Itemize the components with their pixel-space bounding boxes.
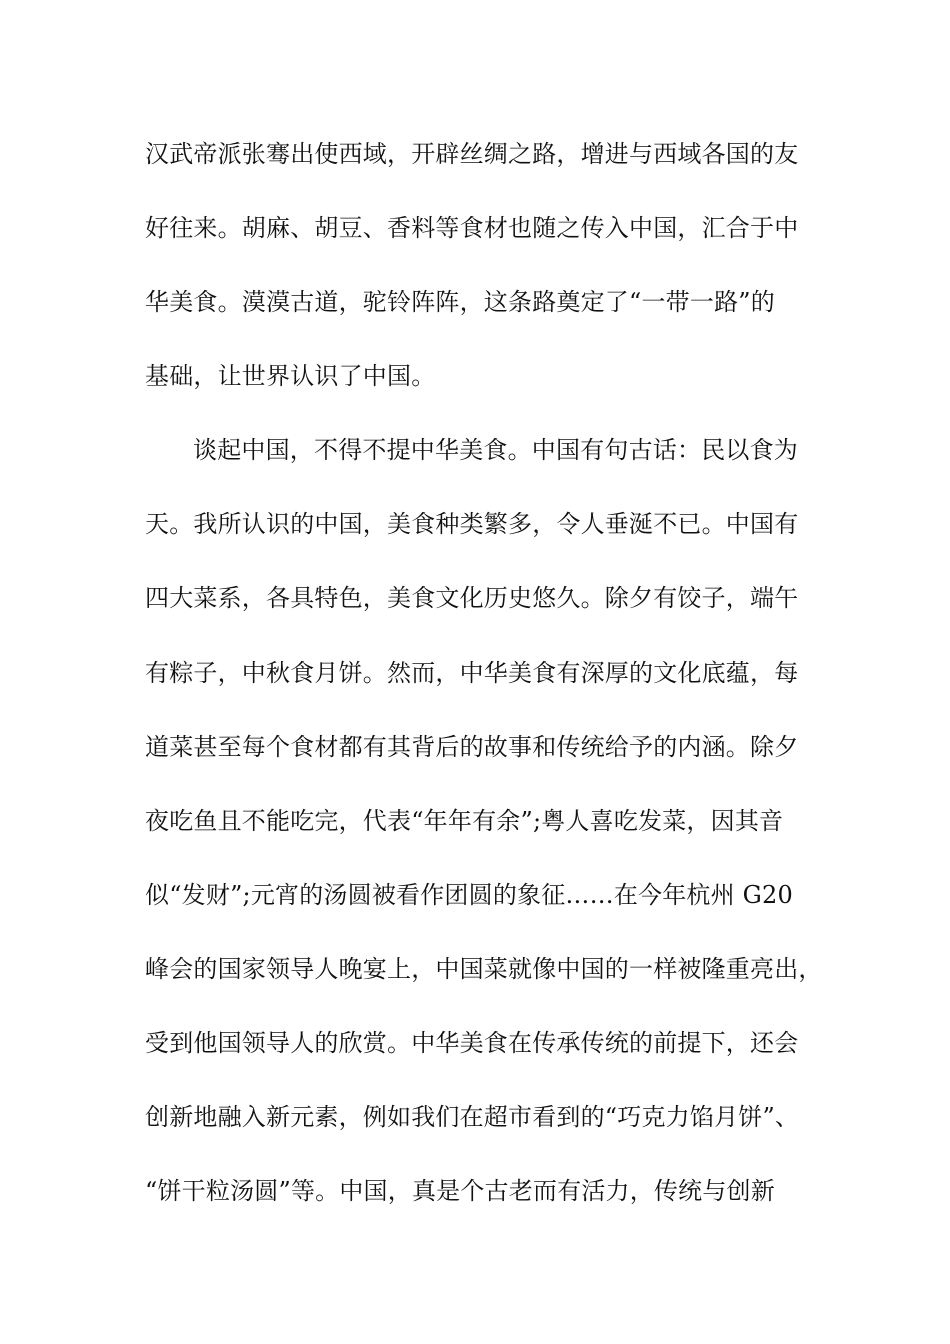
text-line: 华美食。漠漠古道，驼铃阵阵，这条路奠定了“一带一路”的 xyxy=(145,288,775,316)
text-line: 峰会的国家领导人晚宴上，中国菜就像中国的一样被隆重亮出， xyxy=(145,955,823,983)
text-line: 好往来。胡麻、胡豆、香料等食材也随之传入中国，汇合于中 xyxy=(145,214,799,242)
text-line: 道菜甚至每个食材都有其背后的故事和传统给予的内涵。除夕 xyxy=(145,733,799,761)
text-line: 受到他国领导人的欣赏。中华美食在传承传统的前提下，还会 xyxy=(145,1029,799,1057)
text-line: 基础，让世界认识了中国。 xyxy=(145,362,436,390)
paragraph-first-line: 谈起中国，不得不提中华美食。中国有句古话：民以食为 xyxy=(193,436,798,464)
text-line: 天。我所认识的中国，美食种类繁多，令人垂涎不已。中国有 xyxy=(145,510,799,538)
text-line: 创新地融入新元素，例如我们在超市看到的“巧克力馅月饼”、 xyxy=(145,1103,800,1131)
text-line: 夜吃鱼且不能吃完，代表“年年有余”;粤人喜吃发菜，因其音 xyxy=(145,807,784,835)
text-line: 四大菜系，各具特色，美食文化历史悠久。除夕有饺子，端午 xyxy=(145,584,799,612)
text-line: 似“发财”;元宵的汤圆被看作团圆的象征……在今年杭州 G20 xyxy=(145,881,793,909)
text-line: 汉武帝派张骞出使西域，开辟丝绸之路，增进与西域各国的友 xyxy=(145,140,799,168)
text-line: “饼干粒汤圆”等。中国，真是个古老而有活力，传统与创新 xyxy=(145,1177,775,1205)
text-line: 有粽子，中秋食月饼。然而，中华美食有深厚的文化底蕴，每 xyxy=(145,659,799,687)
